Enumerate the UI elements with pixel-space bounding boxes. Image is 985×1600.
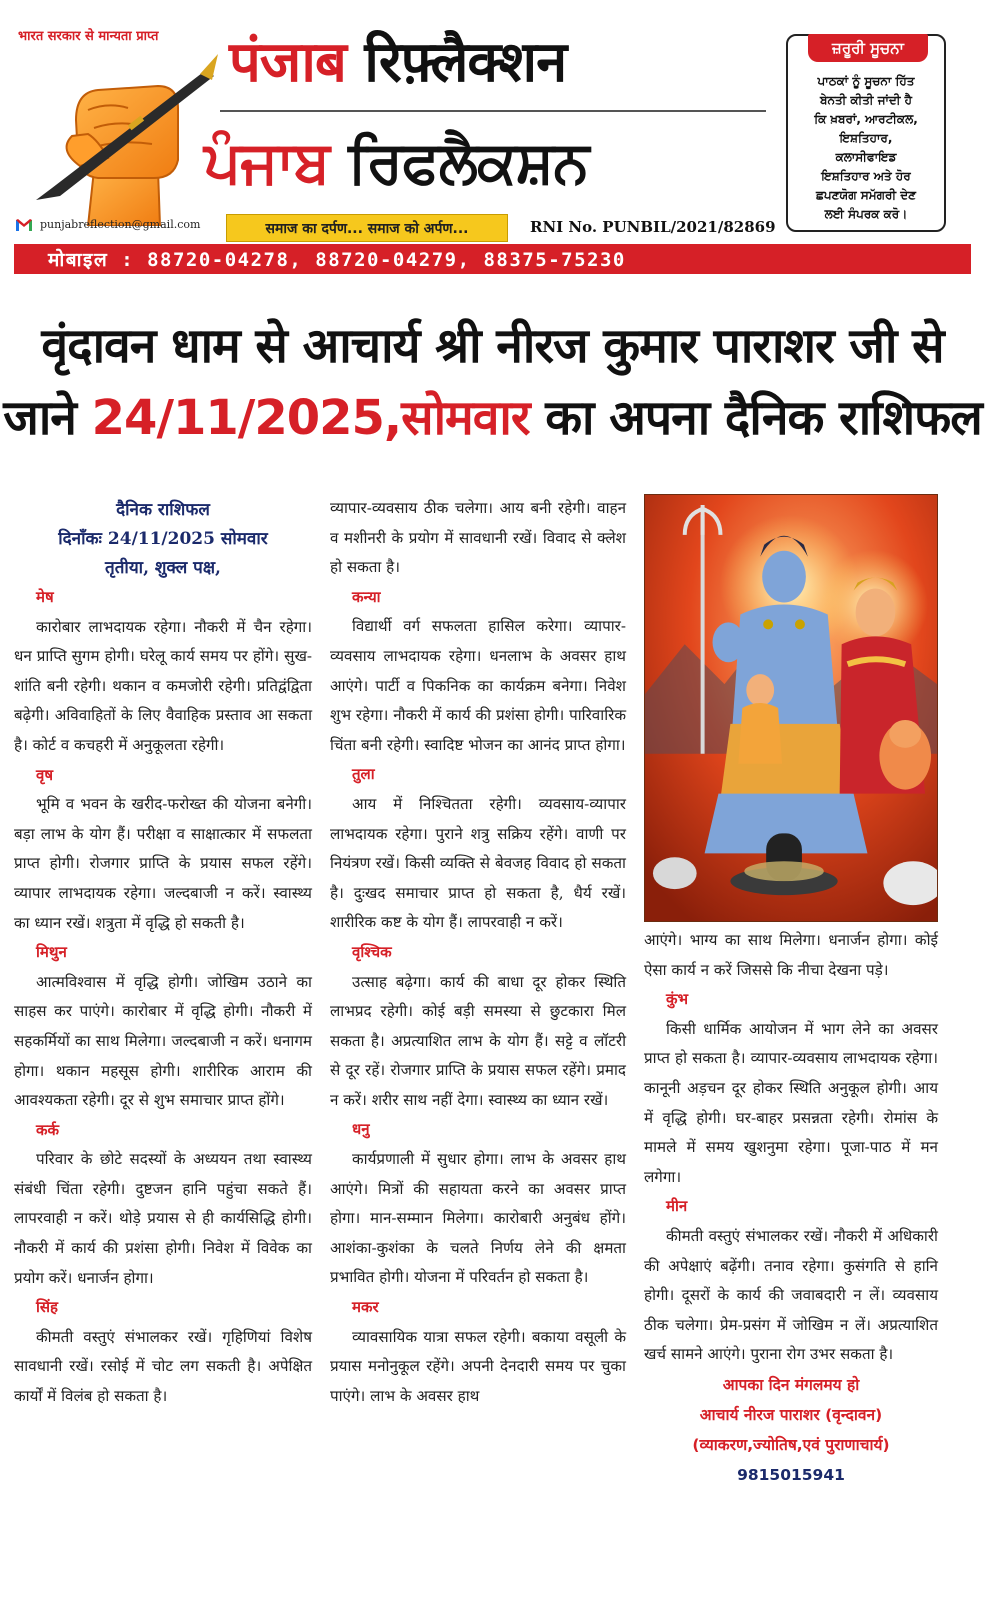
title-punjabi (204, 122, 588, 202)
column-3 (644, 926, 938, 1490)
notice-title: ਜ਼ਰੂਰੀ ਸੂਚਨਾ (808, 34, 928, 62)
column-1 (14, 496, 312, 1412)
horoscope-singh-continued: व्यापार-व्यवसाय ठीक चलेगा। आय बनी रहेगी। वाहन व मशीनरी के प्रयोग में सावधानी रखें। विवाद से क्लेश हो सकता है। (330, 499, 626, 577)
notice-line: ਲਈ ਸੰਪਰਕ ਕਰੋ। (824, 207, 908, 221)
horoscope-dhanu: कार्यप्रणाली में सुधार होगा। लाभ के अवसर हाथ आएंगे। मित्रों की सहायता करने का अवसर प्राप्त होगा। मान-सम्मान मिलेगा। कारोबारी अनुबंध होंगे। आशंका-कुशंका के चलते निर्णय लेने की क्षमता प्रभावित होगी। योजना में परिवर्तन हो सकता है। (330, 1150, 626, 1287)
headline-line-2-end: का अपना दैनिक राशिफल (529, 390, 982, 446)
sign-heading-dhanu: धनु (352, 1120, 370, 1139)
title-hindi-black: रिफ़्लैक्शन (364, 30, 567, 95)
headline-date: 24/11/2025,सोमवार (91, 390, 530, 446)
urgent-notice-box (786, 34, 946, 232)
closing-wish: आपका दिन मंगलमय हो (722, 1375, 860, 1394)
horoscope-singh: कीमती वस्तुएं संभालकर रखें। गृहिणियां विशेष सावधानी रखें। रसोई में चोट लग सकती है। अपेक्षित कार्यों में विलंब हो सकता है। (14, 1327, 312, 1406)
headline-line-1: वृंदावन धाम से आचार्य श्री नीरज कुमार पाराशर जी से (41, 318, 944, 374)
author-phone[interactable]: 9815015941 (737, 1465, 845, 1484)
horoscope-vrish: भूमि व भवन के खरीद-फरोख्त की योजना बनेगी। बड़ा लाभ के योग हैं। परीक्षा व साक्षात्कार में सफलता प्राप्त होगी। रोजगार प्राप्ति के प्रयास सफल रहेंगे। व्यापार लाभदायक रहेगा। जल्दबाजी न करें। स्वास्थ्य का ध्यान रखें। शत्रुता में वृद्धि हो सकती है। (14, 795, 312, 932)
notice-line: ਕਿ ਖ਼ਬਰਾਂ, ਆਰਟੀਕਲ, (814, 112, 918, 126)
sign-heading-singh: सिंह (36, 1298, 58, 1317)
notice-line: ਪਾਠਕਾਂ ਨੂੰ ਸੂਚਨਾ ਹਿੱਤ (817, 74, 915, 88)
author-credentials: (व्याकरण,ज्योतिष,एवं पुराणाचार्य) (692, 1435, 890, 1454)
horoscope-vrishchik: उत्साह बढ़ेगा। कार्य की बाधा दूर होकर स्थिति लाभप्रद रहेगी। कोई बड़ी समस्या से छुटकारा मिल सकता है। अप्रत्याशित लाभ के योग हैं। सट्टे व लॉटरी से दूर रहें। रोजगार प्राप्ति के प्रयास सफल रहेंगे। प्रमाद न करें। शरीर साथ नहीं देगा। स्वास्थ्य का ध्यान रखें। (330, 972, 626, 1109)
horoscope-tula: आय में निश्चितता रहेगी। व्यवसाय-व्यापार लाभदायक रहेगा। पुराने शत्रु सक्रिय रहेंगे। वाणी पर नियंत्रण रखें। किसी व्यक्ति से बेवजह विवाद हो सकता है। दुःखद समाचार प्राप्त हो सकता है, धैर्य रखें। शारीरिक कष्ट के योग हैं। लापरवाही न करें। (330, 794, 626, 932)
notice-line: ਛਪਣਯੋਗ ਸਮੱਗਰੀ ਦੇਣ (816, 188, 916, 202)
sign-heading-kanya: कन्या (352, 587, 381, 606)
notice-line: ਇਸ਼ਤਿਹਾਰ, (839, 131, 893, 145)
closing-block (644, 1370, 938, 1490)
title-divider (220, 110, 766, 112)
email-address[interactable]: punjabreflection@gmail.com (40, 218, 201, 231)
sign-heading-vrishchik: वृश्चिक (352, 942, 392, 961)
horoscope-kumbh: किसी धार्मिक आयोजन में भाग लेने का अवसर प्राप्त हो सकता है। व्यापार-व्यवसाय लाभदायक रहेगा। कानूनी अड़चन दूर होकर स्थिति अनुकूल होगी। आय में वृद्धि होगी। घर-बाहर प्रसन्नता रहेगी। रोमांस के मामले में समय खुशनुमा रहेगा। पूजा-पाठ में मन लगेगा। (644, 1019, 938, 1186)
sign-heading-tula: तुला (352, 765, 375, 784)
tagline: समाज का दर्पण... समाज को अर्पण... (226, 214, 508, 242)
horoscope-makar: व्यावसायिक यात्रा सफल रहेगी। बकाया वसूली के प्रयास मनोनुकूल रहेंगे। अपनी देनदारी समय पर चुका पाएंगे। लाभ के अवसर हाथ (330, 1327, 626, 1405)
masthead (14, 12, 971, 274)
horoscope-meen: कीमती वस्तुएं संभालकर रखें। नौकरी में अधिकारी की अपेक्षाएं बढ़ेंगी। तनाव रहेगा। कुसंगति से हानि होगी। दूसरों के कार्य की जवाबदारी न लें। व्यवसाय ठीक चलेगा। प्रेम-प्रसंग में जोखिम न लें। अप्रत्याशित खर्च सामने आएंगे। पुराना रोग उभर सकता है। (644, 1226, 938, 1364)
headline-line-2 (0, 382, 985, 454)
sign-heading-meen: मीन (666, 1197, 688, 1216)
horoscope-kanya: विद्यार्थी वर्ग सफलता हासिल करेगा। व्यापार-व्यवसाय लाभदायक रहेगा। धनलाभ के अवसर हाथ आएंगे। पार्टी व पिकनिक का कार्यक्रम बनेगा। निवेश शुभ रहेगा। नौकरी में कार्य की प्रशंसा होगी। पारिवारिक चिंता बनी रहेगी। स्वादिष्ट भोजन का आनंद प्राप्त होगा। (330, 617, 626, 754)
headline-line-2-start: जाने (3, 390, 92, 446)
recognition-text: भारत सरकार से मान्यता प्राप्त (18, 29, 159, 44)
title-punjabi-black: ਰਿਫਲੈਕਸ਼ਨ (348, 128, 589, 196)
tithi-line: तृतीया, शुक्ल पक्ष, (105, 558, 221, 578)
email-row (16, 218, 200, 231)
mobile-numbers-bar: मोबाइल : 88720-04278, 88720-04279, 88375-75230 (14, 244, 971, 274)
column-heading: दैनिक राशिफल (116, 500, 210, 520)
deity-illustration-icon (644, 494, 938, 922)
sign-heading-mesh: मेष (36, 588, 54, 606)
horoscope-makar-continued: आएंगे। भाग्य का साथ मिलेगा। धनार्जन होगा। कोई ऐसा कार्य न करें जिससे कि नीचा देखना पड़े। (644, 931, 938, 979)
notice-line: ਇਸ਼ਤਿਹਾਰ ਅਤੇ ਹੋਰ (821, 169, 911, 183)
title-punjabi-red: ਪੰਜਾਬ (204, 128, 330, 196)
gmail-icon (16, 219, 32, 231)
fist-pen-logo-icon (28, 50, 218, 226)
sign-heading-vrish: वृष (36, 765, 54, 784)
headline (0, 310, 985, 454)
title-hindi (229, 28, 566, 98)
sign-heading-mithun: मिथुन (36, 943, 67, 962)
notice-text (794, 72, 938, 224)
author-name: आचार्य नीरज पाराशर (वृन्दावन) (699, 1405, 883, 1424)
horoscope-mesh: कारोबार लाभदायक रहेगा। नौकरी में चैन रहेगा। धन प्राप्ति सुगम होगी। घरेलू कार्य समय पर होंगे। सुख-शांति बनी रहेगी। थकान व कमजोरी रहेगी। प्रतिद्वंद्विता बढ़ेगी। अविवाहितों के लिए वैवाहिक प्रस्ताव आ सकता है। कोर्ट व कचहरी में अनुकूलता रहेगी। (14, 617, 312, 754)
sign-heading-makar: मकर (352, 1298, 379, 1317)
horoscope-kark: परिवार के छोटे सदस्यों के अध्ययन तथा स्वास्थ्य संबंधी चिंता रहेगी। दुष्टजन हानि पहुंचा सकते हैं। लापरवाही न करें। थोड़े प्रयास से ही कार्यसिद्धि होगी। नौकरी में कार्य की प्रशंसा होगी। निवेश में विवेक का प्रयोग करें। धनार्जन होगा। (14, 1150, 312, 1287)
date-line: दिनाँकः 24/11/2025 सोमवार (58, 529, 268, 549)
horoscope-mithun: आत्मविश्वास में वृद्धि होगी। जोखिम उठाने का साहस कर पाएंगे। कारोबार में वृद्धि होगी। नौकरी में सहकर्मियों का साथ मिलेगा। जल्दबाजी न करें। धनागम होगा। थकान महसूस होगी। शारीरिक आराम की आवश्यकता रहेगी। दूर से शुभ समाचार प्राप्त होंगे। (14, 972, 312, 1110)
column-2 (330, 494, 626, 1411)
notice-line: ਕਲਾਸੀਫਾਇਡ (835, 150, 897, 164)
sign-heading-kark: कर्क (36, 1120, 60, 1139)
title-hindi-red: पंजाब (229, 30, 346, 95)
rni-number: RNI No. PUNBIL/2021/82869 (530, 218, 776, 236)
sign-heading-kumbh: कुंभ (666, 990, 689, 1009)
notice-line: ਬੇਨਤੀ ਕੀਤੀ ਜਾਂਦੀ ਹੈ (819, 93, 913, 107)
